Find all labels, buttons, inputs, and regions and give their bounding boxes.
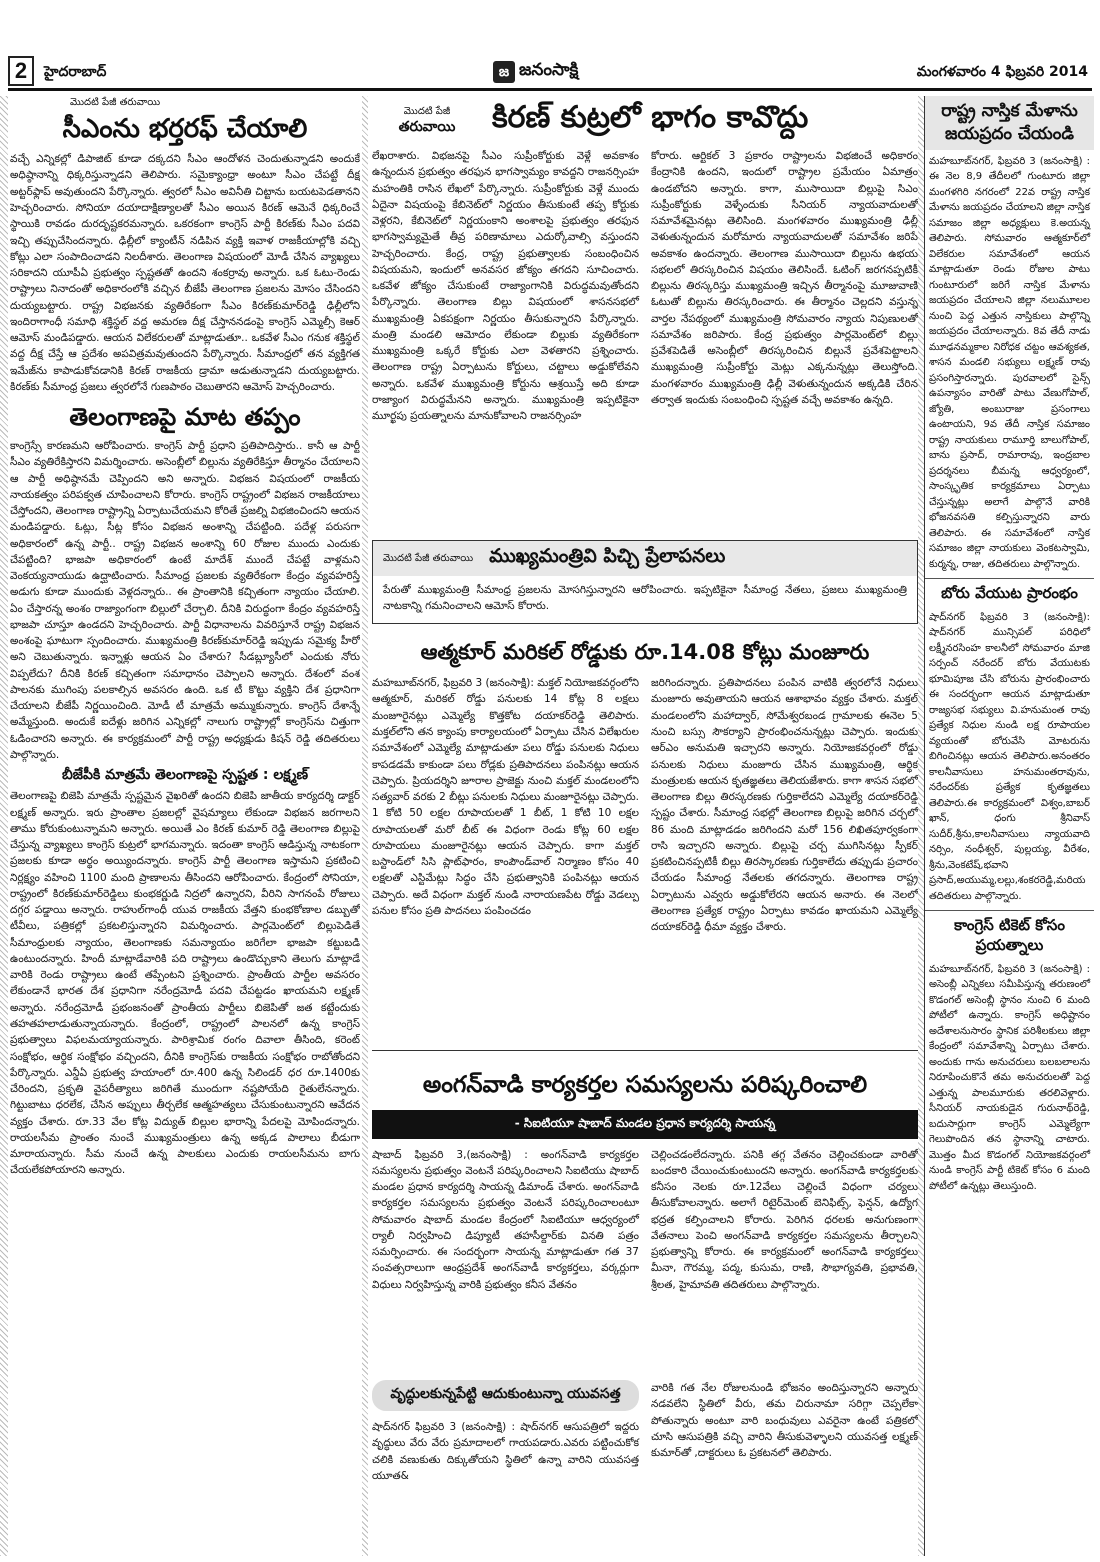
anganwadi-byline: - సిఐటియూ షాబాద్ మండల ప్రధాన కార్యదర్శి సాయన్న	[372, 1110, 918, 1139]
masthead	[0, 0, 1100, 90]
lead-story	[372, 96, 918, 536]
date-line: మంగళవారం 4 ఫిబ్రవరి 2014	[916, 64, 1088, 80]
anganwadi-col-b: చెల్లించడంలేదన్నారు. పనికి తగ్గ వేతనం చెల్లించకుండా వారితో బందకారి చేయించుకుంటుందని అన్నారు. అంగన్‌వాడి కార్యకర్తలకు కనీసం నెలకు రూ.12వేలు చెల్లించే విధంగా చర్యలు తీసుకోవాలన్నారు. అలాగే రిటైర్‌మెంట్ బెనిఫిట్స్, ఫెన్షన్, ఉద్యోగ భద్రత కల్పించాలని కోరారు. పెరిగిన ధరలకు అనుగుణంగా వేతనాలు పెంచి అంగన్‌వాడి కార్యకర్తల సమస్యలను తీర్చాలని ప్రభుత్వాన్ని కోరారు. ఈ కార్యక్రమంలో అంగన్‌వాడి కార్యకర్తలు మీనా, గౌరమ్మ, పద్మ, కుసుమ, రాణి, సౌభాగ్యవతి, ప్రభావతి, శ్రీలత, హైమావతి తదితరులు పాల్గొన్నారు.	[651, 1148, 918, 1291]
anganwadi-story	[372, 1056, 918, 1372]
sidebar-headline: రాష్ట్ర నాస్తిక మేళాను జయప్రదం చేయండి	[925, 96, 1094, 150]
sidebar-body: మహబూబ్‌నగర్, ఫిబ్రవరి 3 (జనంసాక్షి) : అసెంబ్లీ ఎన్నికలు సమీపిస్తున్న తరుణంలో కొడంగల్ అసెంబ్లీ స్థానం నుంచి 6 మంది పోటీలో ఉన్నారు. కాంగ్రెస్ అధిష్టానం అదేశాలనుసారం స్థానిక పరిశీలకులు జిల్లా కేంద్రంలో సమావేశాన్ని ఏర్పాటు చేశారు. అందుకు గాను అనుచరులు బలబలాలను నిరూపించుకొనే తమ అనుచరులతో పెద్ద ఎత్తున్న పాలమూరుకు తరలివెళ్లారు. సీనియర్ నాయకుడైన గురునాథ్‌రెడ్డి, బదుసార్లుగా కాంగ్రెస్ ఎమ్మెల్యేగా గెలుపొందిన తన స్థానాన్ని చాటారు. మొత్తం మీద కొడంగల్ నియోజకవర్గంలో నుండి కాంగ్రెస్ పార్టీ టికెట్ కోసం 6 మంది పోటీలో ఉన్నట్లు తెలుస్తుంది.	[929, 963, 1090, 1192]
cm-headline: ముఖ్యమంత్రివి పిచ్చి ప్రేలాపనలు	[489, 545, 726, 567]
kicker-col1: మొదటి పేజీ తరువాయి	[70, 97, 161, 108]
cm-body: పేరుతో ముఖ్యమంత్రి సీమాంధ్ర ప్రజలను మోసగిస్తున్నారని ఆరోపించారు. ఇప్పటికైనా సీమాంధ్ర నేతలు, ప్రజలు ముఖ్యమంత్రి నాటకాన్ని గమనించాలని ఆమోస్ కోరారు.	[383, 584, 907, 613]
header-rule	[8, 88, 1092, 91]
road-headline: ఆత్మకూర్ మరికల్ రోడ్డుకు రూ.14.08 కోట్లు మంజూరు	[420, 640, 870, 664]
sidebar-body: షాద్‌నగర్ ఫిబ్రవరి 3 (జనంసాక్షి): షాద్‌నగర్ మున్సిపల్ పరిధిలో లక్ష్మీనరసింహ కాలనీలో సోమవారం మాజి సర్పంచ్ నరేందర్ బోరు వేయుటకు భూమిపూజ చేసి బోరును ప్రారంభించారు ఈ సందర్భంగా ఆయన మాట్లాడుతూ రాజ్యసభ సభ్యులు వి.హనుమంత రావు ప్రత్యేక నిధుల నుండి లక్ష రూపాయల వ్యయంతో బోరువేసి మోటరును బిగించినట్లు ఆయన తెలిపారు.అనంతరం కాలనీవాసులు హనుమంతరావును, నరేందర్‌కు ప్రత్యేక కృతజ్ఞతలు తెలిపారు.ఈ కార్యక్రమంలో విశ్వం,బాబర్ ఖాన్, ధంగు శ్రీనివాస్ సుదీర్,శ్రీను,కాలనీవాసులు న్యాయవాది నర్సిం, నంధీశ్వర్, పుల్లయ్య, వీరేశం, శ్రీను,వెంకటేష్,భవాని ప్రసాద్,అయుమ్మ,లల్లు,శంకరరెడ్డి,మరియ తదితరులు పాల్గొన్నారు.	[929, 611, 1090, 902]
sidebar-story-congress-ticket	[925, 911, 1094, 1200]
city-label: హైదరాబాద్	[44, 64, 107, 80]
road-story	[372, 632, 918, 1048]
newspaper-logo	[493, 58, 578, 86]
road-col-b: జరిగిందన్నారు. ప్రతిపాదనలు పంపిన వాటికి త్వరలోనే నిధులు మంజూరు అవుతాయని ఆయన ఆశాభావం వ్యక్తం చేశారు. మక్తల్ మండలంలోని మహాద్వార్, సోమేశ్వరబండ గ్రామాలకు ఈనెల 5 నుంచి బస్సు సౌకర్యాని ప్రారంభించనున్నట్లు చెప్పారు. ఇందుకు ఆర్‌ఎం అనుమతి ఇచ్చారని అన్నారు. నియోజకవర్గంలో రోడ్డు పనులకు నిధులు మంజూరు చేసిన ముఖ్యమంత్రి, ఆర్థిక మంత్రులకు ఆయన కృతజ్ఞతలు తెలియజేశారు. కాగా శాసన సభలో తెలంగాణ బిల్లు తిరస్కరణకు గుర్తికాలేదని ఎమ్మెల్యే దయాకర్‌రెడ్డి స్పష్టం చేశారు. సీమాంధ్ర సభల్లో తెలంగాణ బిల్లుపై జరిగిన చర్చలో 86 మంది మాట్లాడడం జరిగిందని మరో 156 లిఖితపూర్వకంగా రాసి ఇచ్చారని అన్నారు. బిల్లుపై చర్చ ముగిసినట్లు స్పీకర్ ప్రకటించినప్పటికీ బిల్లు తిరస్కారణకు గుర్తికాలేదు తప్పుడు ప్రచారం చేయడం సీమాంధ్ర నేతలకు తగదన్నారు. తెలంగాణ రాష్ట్ర ఏర్పాటును ఎవ్వరు అడ్డుకోలేరని ఆయన అనారు. ఈ నెలలో తెలంగాణ ప్రత్యేక రాష్ట్రం ఏర్పాటు కావడం ఖాయమని ఎమ్మెల్యే దయాకర్‌రెడ్డి ధీమా వ్యక్తం చేశారు.	[651, 677, 918, 934]
article-body: కాంగ్రెస్సే కారణమని ఆరోపించారు. కాంగ్రెస్ పార్టీ ప్రధాని ప్రతిపాదిస్తారు.. కానీ ఆ పార్టీ సీఎం వ్యతిరేకిస్తారని విమర్శించారు. అసెంబ్లీలో బిల్లును వ్యతిరేకిస్తూ తీర్మానం చేయాలని ఆ పార్టీ అధిష్ఠానమే చెప్పిందని అని అన్నారు. విభజన విషయంలో రాజకీయ నాయకత్వం పరిపక్వత చూపించాలని కోరారు. కాంగ్రెస్ రాష్ట్రంలో విభజన రాజకీయాలు చేస్తోందని, తెలంగాణ రాష్ట్రాన్ని ఏర్పాటుచేయమని కోరితే ప్రజల్ని విభజించిందని ఆయన మండిపడ్డారు. ఓట్లు, సీట్ల కోసం విభజన అంశాన్ని చేపట్టింది. పదేళ్ల పరుసగా అధికారంలో ఉన్న పార్టీ.. రాష్ట్ర విభజన అంశాన్ని 60 రోజుల ముందు ఎందుకు చేపట్టింది? భాజపా అధికారంలో ఉంటే మాదేశ్ ముందే చేపట్టే వాళ్లమని వెంకయ్యనాయుడు ఉద్ఘాటించారు. సీమాంధ్ర ప్రజలకు వ్యతిరేకంగా కేంద్రం వ్యవహరిస్తే అడుగు కూడా ముందుకు వెళ్లదన్నారు.. ఈ ప్రాంతానికి కచ్చితంగా న్యాయం చేయాలి. ఏం చేస్తారన్న అంశం రాజ్యాంగంగా బిల్లులో చేర్చాలి. దీనికి విరుద్ధంగా కేంద్రం వ్యవహరిస్తే భాజపా చూస్తూ ఉండదని హెచ్చరించారు. పార్టీ విధానాలను వివరిస్తూనే రాష్ట్ర విభజన అంశంపై ఘాటుగా స్పందించారు. ముఖ్యమంత్రి కిరణ్‌కుమార్‌రెడ్డి ఇప్పుడు సమైక్య హీరో అని చెబుతున్నారు. ఇన్నాళ్లు ఆయన ఏం చేశారు? సీడబ్ల్యూసీలో ఎందుకు నోరు విప్పలేదు? దీనికి కిరణ్ కచ్చితంగా సమాధానం చెప్పాలని అన్నారు. దేశంలో వంశ పాలనకు ముగింపు పలకాల్సిన అవసరం ఉంది. ఒక టీ కొట్టు వ్యక్తిని దేశ ప్రధానిగా చేయాలని బీజేపీ నిర్ణయించింది. మోడీ టీ మాత్రమే అమ్ముకున్నారు. కాంగ్రెస్ దేశాన్నే అమ్మేస్తుంది. అందుకే ఐదేళ్లు జరిగిన ఎన్నికల్లో నాలుగు రాష్ట్రాల్లో కాంగ్రెస్‌ను చిత్తుగా ఓడించారని అన్నారు. ఈ కార్యక్రమంలో పార్టీ రాష్ట్ర అధ్యక్షుడు కిషన్ రెడ్డి తదితరులు పాల్గొన్నారు.	[10, 439, 360, 762]
sidebar-story-borewell	[925, 579, 1094, 911]
logo-text: జనంసాక్షి	[519, 60, 579, 80]
logo-icon: జ	[493, 61, 515, 83]
article-bjp-clarity	[10, 788, 360, 1178]
kicker-line: మొదటి పేజీ	[403, 105, 451, 117]
page-number: 2	[8, 56, 34, 86]
cm-kicker: మొదటి పేజీ తరువాయి	[383, 552, 474, 564]
left-margin-pattern	[0, 96, 8, 1556]
left-column	[10, 96, 360, 1556]
column-gutter-pattern	[362, 96, 368, 1556]
headline-cm-dismiss: సీఎంను భర్తరఫ్ చేయాలి	[62, 114, 308, 144]
road-col-a: మహబూబ్‌నగర్, ఫిబ్రవరి 3 (జనంసాక్షి): మక్తల్ నియోజకవర్గంలోని ఆత్మకూర్, మరికల్ రోడ్డు పనులకు 14 కోట్ల 8 లక్షలు మంజూరైనట్లు ఎమ్మెల్యే కొత్తకోట దయాకర్‌రెడ్డి తెలిపారు. మక్తల్‌లోని తన క్యాంపు కార్యాలయంలో ఏర్పాటు చేసిన విలేఖరుల సమావేశంలో ఎమ్మెల్యే మాట్లాడుతూ పలు రోడ్డు పనులకు నిధులు కాపడడమే కాకుండా పలు రోడ్లకు ప్రతిపాదనలు పంపినట్లు ఆయన చెప్పారు. ప్రియదర్శిని జూరాల ప్రాజెక్టు నుంచి మక్తల్ మండలంలోని సత్యవార్ వరకు 2 బీట్లు పనులకు నిధులు మంజూరైనట్లు చెప్పారు. 1 కోటి 50 లక్షల రూపాయలతో 1 బీట్, 1 కోటి 10 లక్షల రూపాయలతో మరో బీట్ ఈ విధంగా రెండు కోట్ల 60 లక్షల రూపాయలు మంజూరైనట్లు ఆయన చెప్పారు. కాగా మక్తల్ బస్టాండ్‌లో సిసి ప్లాట్‌ఫారం, కాంపౌండ్‌వాల్ నిర్మాణం కోసం 40 లక్షలతో ఎస్టిమేట్లు సిద్ధం చేసి ప్రభుత్వానికి పంపినట్లు ఆయన చెప్పారు. అదే విధంగా మక్తల్ నుండి నారాయణపేట రోడ్డు వెడల్పు పనుల కోసం ప్రతి పాదనలు పంపించడం	[372, 677, 639, 917]
sidebar-headline: బోరు వేయుట ప్రారంభం	[941, 584, 1078, 603]
article-body: వచ్చే ఎన్నికల్లో డిపాజిట్ కూడా దక్కదని సీఎం ఆందోళన చెందుతున్నాడని అందుకే అధిష్ఠానాన్ని ధిక్కరిస్తున్నాడని తెలిపారు. సమైక్యాంధ్రా అంటూ సీఎం చేపట్టే దీక్ష అట్టర్‌ఫ్లాప్ అవుతుందని పేర్కొన్నారు. త్వరలో సీఎం అవినీతి చిట్టాను బయటపెడతానని హెచ్చరించారు. సోనియా దయాదాక్షిణ్యాలతో సీఎం అయిన కిరణ్ ఆమెనే ధిక్కరించే స్థాయికి రావడం దురదృష్టకరమన్నారు. ఒకరకంగా కాంగ్రెస్ పార్టీ కిరణ్‌కు సీఎం పదవి ఇచ్చి తప్పుచేసిందన్నారు. ఢిల్లీలో క్యాంటీన్ నడిపిన వ్యక్తి ఇవాళ రాజకీయాల్లోకి వచ్చి కోట్లు ఎలా సంపాదించాడని నిలదీశారు. తెలంగాణ విషయంలో మోడీ చేసిన వ్యాఖ్యలు సరికాదని యూపీఏ ప్రభుత్వం స్పష్టతతో ఉందని శంకర్రావు అన్నారు. ఒక ఓటు-రెండు రాష్ట్రాలు నినాదంతో అధికారంలోకి వచ్చిన బీజేపీ తెలంగాణ ప్రజలను మోసం చేసిందని దుయ్యబట్టారు. రాష్ట్ర విభజనకు వ్యతిరేకంగా సీఎం కిరణ్‌కుమార్‌రెడ్డి ఢిల్లీలోని ఇందిరాగాంధీ సమాధి శక్తిస్థల్ వద్ద అమరణ దీక్ష చేస్తాననడంపై కాంగ్రెస్ ఎమ్మెల్సీ కెఆర్ ఆమోస్ మండిపడ్డారు. ఆయన విలేకరులతో మాట్లాడుతూ.. ఒకవేళ సీఎం గనుక శక్తిస్థల్ వద్ద దీక్ష చేస్తే ఆ ప్రదేశం అపవిత్రమవుతుందని పేర్కొన్నారు. సీమాంధ్రలో తన వ్యక్తిగత ఇమేజ్‌ను కాపాడుకోవడానికి కిరణ్ రాజకీయ డ్రామా ఆడుతున్నాడని దుయ్యబట్టారు. కిరణ్‌కు సీమాంధ్ర ప్రజలు త్వరలోనే గుణపాఠం చెబుతారని ఆమోస్ హెచ్చరించారు.	[10, 153, 360, 393]
article-body: తెలంగాణపై బిజెపి మాత్రమే స్పష్టమైన వైఖరితో ఉందని బిజెపి జాతీయ కార్యదర్శి డాక్టర్ లక్ష్మణ్ అన్నారు. ఇరు ప్రాంతాల ప్రజలల్లో వైషమ్యాలు లేకుండా విభజన జరగాలని తాము కోరుకుంటున్నామని అన్నారు. అయితే ఎం కిరణ్ కుమార్ రెడ్డి తెలంగాణ బిల్లుపై చేస్తున్న వ్యాఖ్యలు కాంగ్రెస్ కుట్రలో భాగమన్నారు. ఇదంతా కాంగ్రెస్ ఆడిస్తున్న నాటకంగా ప్రజలకు కూడా అర్థం అయ్యిందన్నారు. కాంగ్రెస్ పార్టీ తెలంగాణ ఇస్తామని ప్రకటించి నిర్లక్ష్యం వహించి 1100 మంది ప్రాణాలను తీసిందని ఆరోపించారు. కేంద్రంలో సోనియా, రాష్ట్రంలో కిరణ్‌కుమార్‌రెడ్డిలు కుంభకర్ణుడి నిద్రలో ఉన్నారని, వీరిని సాగనంపే రోజులు దగ్గర పడ్డాయి అన్నారు. రాహుల్‌గాంధీ యువ రాజకీయ వేత్తని కుంభకోణాల డబ్బుతో టీవీలు, పత్రికల్లో ప్రకటలిస్తున్నారని విమర్శించారు. పార్లమెంట్‌లో బిల్లుపెడితే సీమాంధ్రులకు న్యాయం, తెలంగాణకు సమన్యాయం జరిగేలా భాజపా కట్టుబడి ఉంటుందన్నారు. హిందీ మాట్లాడేవారికి పది రాష్ట్రాలు ఉండొచ్చుకాని తెలుగు మాట్లాడే వారికి రెండు రాష్ట్రాలు ఉంటే తప్పేంటని ప్రశ్నించారు. ప్రాంతీయ పార్టీల అవసరం లేకుండానే భారత దేశ ప్రధానిగా నరేంద్రమోడీ పదవి చేపట్టడం ఖాయమని లక్ష్మణ్ అన్నారు. నరేంద్రమోడీ ప్రభంజనంతో ప్రాంతీయ పార్టీలు బిజెపితో జత కట్టేందుకు తహతహలాడుతున్నాయన్నారు. కేంద్రంలో, రాష్ట్రంలో పాలనలో ఉన్న కాంగ్రెస్ ప్రభుత్వాలు విఫలమయ్యాయన్నారు. పారిశ్రామిక రంగం దివాలా తీసింది, కరెంట్ సంక్షోభం, ఆర్థిక సంక్షోభం వచ్చిందని, దీనికి కాంగ్రెస్‌కు రాజకీయ సంక్షోభం రాబోతోందని పేర్కొన్నారు. ఎన్డీఏ ప్రభుత్వ హయాంలో రూ.400 ఉన్న సిలిండర్ ధర రూ.1400కు చేరిందని, ప్రకృతి వైపరీత్యాలు జరిగితే ముందుగా నష్టపోయేది రైతులేనన్నారు. గిట్టుబాటు ధరలేక, చేసిన అప్పులు తీర్చలేక ఆత్మహత్యలు చేసుకుంటున్నారని ఆవేదన వ్యక్తం చేశారు. రూ.33 వేల కోట్ల విద్యుత్ బిల్లుల భారాన్ని పేదలపై మోపిందన్నారు. రాయలసీమ ప్రాంతం నుంచే ముఖ్యమంత్రులు ఉన్న అక్కడ పాలాలు బీడుగా మారాయన్నారు. సీమ నుంచే ఉన్న పాలకులు ఎందుకు రాయలసీమను బాగు చేయలేకపోయారని అన్నారు.	[10, 790, 360, 1177]
elderly-headline: వృద్ధులకున్నపేట్టి ఆదుకుంటున్నా యువసత్త	[372, 1380, 639, 1411]
lead-headline: కిరణ్ కుట్రలో భాగం కావొద్దు	[492, 100, 809, 135]
sidebar-headline: కాంగ్రెస్ టికెట్ కోసం ప్రయత్నాలు	[954, 916, 1065, 955]
lead-col-a: లేఖరాశారు. విభజనపై సీఎం సుప్రీంకోర్టుకు వెళ్లే అవకాశం ఉన్నందున ప్రభుత్వం తరఫున భాగస్వామ్యం కావద్దని రాజనర్సింహ మహంతికి రాసిన లేఖలో పేర్కొన్నారు. సుప్రీంకోర్టుకు వెళ్లే ముందు ఏదైనా విషయంపై కేబినెట్‌లో నిర్ణయం తీసుకుంటే తప్ప కోర్టుకు వెళ్లరని, కేబినెట్‌లో నిర్ణయంకాని అంశాలపై ప్రభుత్వం తరఫున భాగస్వామ్యమైతే తీవ్ర పరిణామాలు ఎదుర్కోవాల్సి వస్తుందని హెచ్చరించారు. కేంద్ర, రాష్ట్ర ప్రభుత్వాలకు సంబంధించిన విషయమని, ఇందులో అనవసర జోక్యం తగదని సూచించారు. ఒకవేళ జోక్యం చేసుకుంటే రాజ్యాంగానికి విరుద్ధమవుతోందని పేర్కొన్నారు. తెలంగాణ బిల్లు విషయంలో శాసనసభలో ముఖ్యమంత్రి ఏకపక్షంగా నిర్ణయం తీసుకున్నారని పేర్కొన్నారు. మంత్రి మండలి ఆమోదం లేకుండా బిల్లుకు వ్యతిరేకంగా ముఖ్యమంత్రి ఒక్కరే కోర్టుకు ఎలా వెళతారని ప్రశ్నించారు. తెలంగాణ రాష్ట్ర ఏర్పాటును కోర్టులు, చట్టాలు అడ్డుకోలేవని అన్నారు. ఒకవేళ ముఖ్యమంత్రి కోర్టును ఆశ్రయిస్తే అది కూడా రాజ్యాంగ విరుద్ధమేనని అన్నారు. ముఖ్యమంత్రి ఇప్పటికైనా మూర్ఖపు ప్రయత్నాలను మానుకోవాలని రాజనర్సింహ	[372, 150, 639, 423]
right-sidebar	[924, 96, 1094, 1556]
elderly-story	[372, 1380, 918, 1556]
anganwadi-col-a: షాబాద్ ఫిబ్రవరి 3,(జనంసాక్షి) : అంగన్‌వాడి కార్యకర్తల సమస్యలను ప్రభుత్వం వెంటనే పరిష్కరించాలని సిఐటియు షాబాద్ మండల ప్రధాన కార్యదర్శి సాయన్న డిమాండ్ చేశారు. అంగన్‌వాడి కార్యకర్తల సమస్యలను ప్రభుత్వం వెంటనే పరిష్కరించాలంటూ సోమవారం షాబాద్ మండల కేంద్రంలో సిఐటియూ ఆధ్వర్యంలో ర్యాలీ నిర్వహించి డిప్యూటీ తహసీల్దార్‌కు వినతి పత్రం సమర్పించారు. ఈ సందర్భంగా సాయన్న మాట్లాడుతూ గత 37 సంవత్సరాలుగా ఆంధ్రప్రదేశ్ అంగన్‌వాడీ కార్యకర్తలు, వర్కర్లుగా విధులు నిర్వహిస్తున్న వారికి ప్రభుత్వం కనీస వేతనం	[372, 1148, 639, 1291]
elderly-col-b: వారికి గత నేల రోజులనుండి భోజనం అందిస్తున్నారని అన్నారు నడవలేని స్థితిలో వీరు, తమ చిరునామా సరిగ్గా చెప్పలేకా పోతున్నారు అంటూ వారి బంధువులు ఎవరైనా ఉంటే పత్రికలో చూసి ఆసుపత్రికి వచ్చి వారిని తీసుకువెళ్ళాలని యువసత్త లక్ష్మణ్ కుమార్‌తో ,దాక్టరులు ఓ ప్రకటనలో తెలిపారు.	[651, 1382, 918, 1460]
article-telangana-promise	[10, 438, 360, 763]
section-divider	[372, 1050, 918, 1051]
headline-bjp-clarity: బీజేపీకి మాత్రమే తెలంగాణపై స్పష్టత : లక్ష్మణ్	[61, 767, 309, 784]
elderly-left	[372, 1380, 639, 1484]
article-cm-dismiss	[10, 151, 360, 395]
sidebar-story-rationalist	[925, 96, 1094, 579]
kicker-line: తరువాయి	[398, 118, 456, 135]
elderly-col-a: షాద్‌నగర్ ఫిబ్రవరి 3 (జనంసాక్షి) : షాద్‌నగర్ ఆసుపత్రిలో ఇద్దరు వృద్ధులు వేరు వేరు ప్రమాదాలలో గాయపడారు.ఎవరు పట్టించుకోక చలికి వణుకుతు దిక్కుతోయని స్థితిలో ఉన్నా వారిని యువసత్త యూత&	[372, 1421, 639, 1482]
headline-telangana-promise: తెలంగాణపై మాట తప్పం	[69, 403, 301, 432]
lead-col-b: కోరారు. ఆర్టికల్ 3 ప్రకారం రాష్ట్రాలను విభజించే అధికారం కేంద్రానికి ఉందని, ఇందులో రాష్ట్రాల ప్రమేయం ఏమాత్రం ఉండబోదని అన్నారు. కాగా, ముసాయిదా బిల్లుపై సిఎం సుప్రీంకోర్టుకు వెళ్ళేందుకు సీనియర్ న్యాయవాదులతో సమావేశమైనట్లు తెలిసింది. మంగళవారం ముఖ్యమంత్రి ఢిల్లీ వెళుతున్నందున మరోమారు న్యాయవాదులతో సమావేశం జరిపే అవకాశం ఉందన్నారు. తెలంగాణ ముసాయిదా బిల్లును ఉభయ సభలలో తిరస్కరించిన విషయం తెలిసిందే. ఓటింగ్ జరగనప్పటికీ బిల్లును తిరస్కరిస్తు ముఖ్యమంత్రి ఇచ్చిన తీర్మానంపై మూజువాణి ఓటుతో బిల్లును తిరస్కరించారు. ఈ తీర్మానం చెల్లదని వస్తున్న వార్తల నేపథ్యంలో ముఖ్యమంత్రి సోమవారం న్యాయ నిపుణులతో సమావేశం జరిపారు. కేంద్ర ప్రభుత్వం పార్లమెంట్‌లో బిల్లు ప్రవేశపెడితే అసెంబ్లీలో తిరస్కరించిన బిల్లునే ప్రవేశపెట్టాలని ముఖ్యమంత్రి సుప్రీంకోర్టు మెట్లు ఎక్కనున్నట్లు తెలుస్తోంది. మంగళవారం ముఖ్యమంత్రి ఢిల్లీ వెళుతున్నందున అక్కడికి చేరిన తర్వాత ఇందుకు సంబంధించి స్పష్టత వచ్చే అవకాశం ఉన్నది.	[651, 150, 918, 406]
cm-story	[372, 540, 918, 624]
sidebar-body: మహబూబ్‌నగర్, ఫిబ్రవరి 3 (జనంసాక్షి) : ఈ నెల 8,9 తేదీలలో గుంటూరు జిల్లా మంగళగిరి నగరంలో 22వ రాష్ట్ర నాస్తిక మేళాను జయప్రదం చేయాలని జిల్లా నాస్తిక సమాజం జిల్లా అధ్యక్షులు కె.అయన్న తెలిపారు. సోమవారం ఆత్మకూర్‌లో విలేకరుల సమావేశంలో ఆయన మాట్లాడుతూ రెండు రోజుల పాటు గుంటూరులో జరిగే నాస్తిక మేళాను జయప్రదం చేయాలని జిల్లా నలుమూలల నుంచి పెద్ద ఎత్తున నాస్తికులు పాల్గొన్ని జయప్రదం చేయాలన్నారు. 8వ తేదీ నాడు మూఢనమ్మకాల నిరోధక చట్టం ఆవశ్యకత, శాసన మండలి సభ్యులు లక్ష్మణ్ రావు ప్రసంగిస్తారన్నారు. పురవాలలో సైన్స్ ఉపన్యాసం వారితో పాటు వేణుగోపాల్, జ్యోతి, అంబురాజు ప్రసంగాలు ఉంటాయని, 9వ తేదీ నాస్తిక సమాజం రాష్ట్ర నాయకులు రామూర్తి బాలుగోపాల్, బాను ప్రసాద్, రామారావు, ఇంద్రబాల ప్రదర్శనలు బీమన్న ఆధ్వర్యంలో, సాంస్కృతిక కార్యక్రమాలు ఏర్పాటు చేస్తున్నట్లు అలాగే పాల్గొనే వారికి భోజనవసతి కల్పిస్తున్నారని వారు తెలిపారు. ఈ సమావేశంలో నాస్తిక సమాజం జిల్లా నాయకులు వెంకటస్వామి, కుర్మన్న, రాజు, తదితరులు పాల్గొన్నారు.	[929, 155, 1090, 570]
lead-kicker	[372, 105, 482, 138]
anganwadi-headline: అంగన్‌వాడి కార్యకర్తల సమస్యలను పరిష్కరించాలి	[422, 1072, 868, 1098]
